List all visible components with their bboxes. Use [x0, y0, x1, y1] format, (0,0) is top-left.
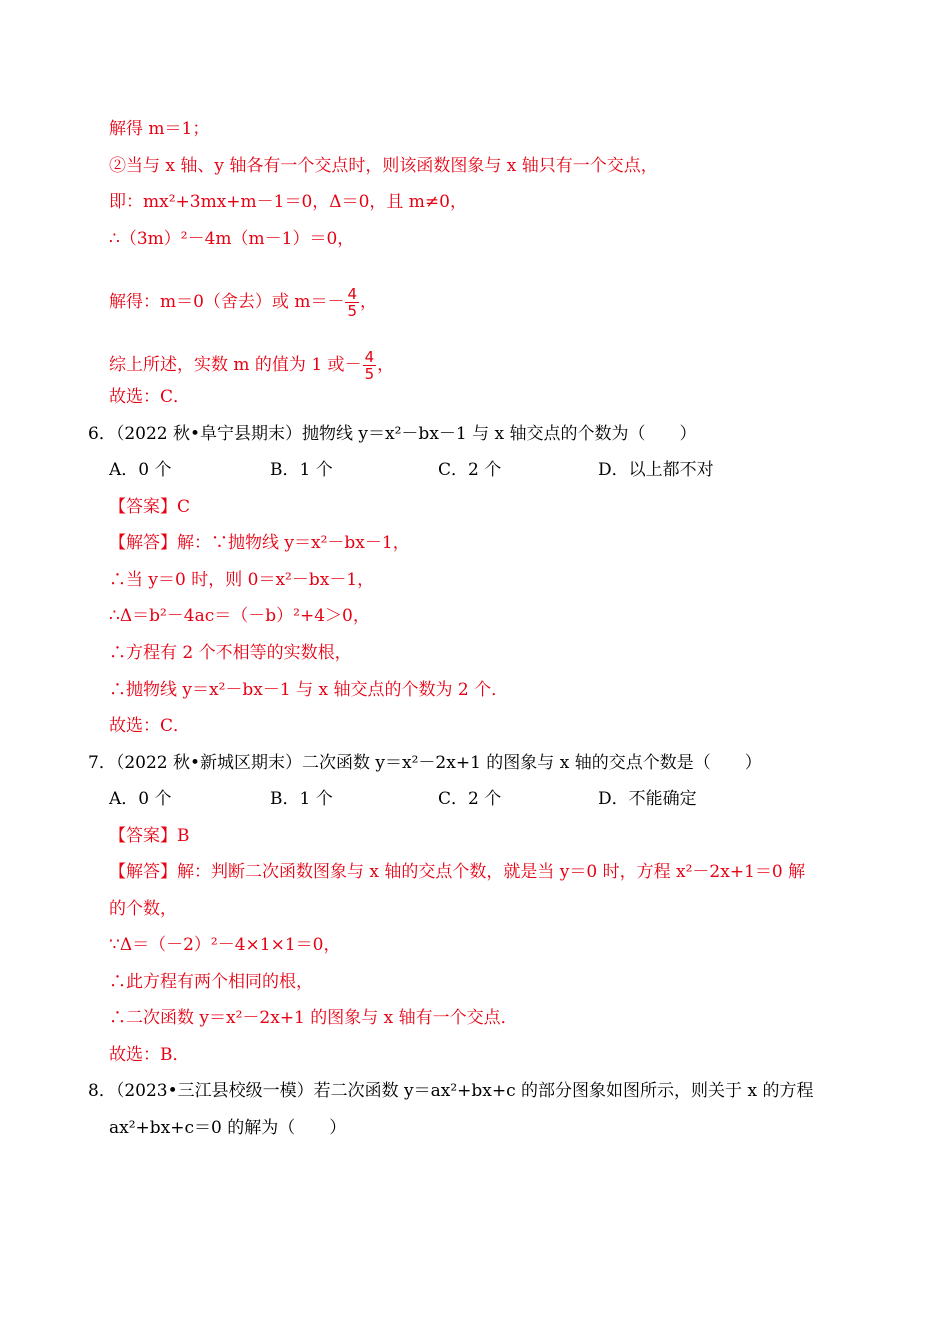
solution-text: 综上所述，实数 m 的值为 1 或－ — [109, 355, 362, 375]
solution-line: 【解答】解：∵抛物线 y＝x²－bx－1， — [109, 533, 410, 553]
fraction-denominator: 5 — [364, 365, 375, 383]
solution-line: ∴Δ＝b²－4ac＝（－b）²+4＞0， — [109, 606, 370, 626]
solution-line: 的个数， — [109, 899, 177, 919]
option-b: B．1 个 — [270, 460, 333, 480]
question-number: 6． — [88, 424, 116, 444]
solution-line: ∴当 y＝0 时，则 0＝x²－bx－1， — [109, 570, 375, 590]
solution-line: ∴二次函数 y＝x²－2x+1 的图象与 x 轴有一个交点． — [109, 1008, 518, 1028]
solution-line: ②当与 x 轴、y 轴各有一个交点时，则该函数图象与 x 轴只有一个交点， — [109, 156, 658, 176]
solution-text: ， — [360, 292, 378, 312]
solution-text: 解得：m＝0（舍去）或 m＝－ — [109, 292, 345, 312]
option-c: C．2 个 — [438, 789, 502, 809]
option-b: B．1 个 — [270, 789, 333, 809]
option-c: C．2 个 — [438, 460, 502, 480]
question-stem: （2023•三江县校级一模）若二次函数 y＝ax²+bx+c 的部分图象如图所示，则关于 x 的方程 — [115, 1081, 814, 1101]
question-6 — [88, 423, 697, 445]
answer-line: 【答案】C — [109, 497, 191, 517]
solution-line: ∴抛物线 y＝x²－bx－1 与 x 轴交点的个数为 2 个． — [109, 680, 509, 700]
solution-line: 解得 m＝1； — [109, 119, 210, 139]
question-number: 8． — [88, 1081, 116, 1101]
solution-line — [109, 286, 377, 319]
answer-line: 【答案】B — [109, 826, 190, 846]
question-stem-continued: ax²+bx+c＝0 的解为（ ） — [109, 1118, 347, 1138]
question-8 — [88, 1080, 813, 1102]
solution-line — [109, 349, 394, 382]
option-a: A．0 个 — [109, 789, 172, 809]
solution-line: ∵Δ＝（－2）²－4×1×1＝0， — [109, 935, 341, 955]
option-d: D．不能确定 — [598, 789, 697, 809]
fraction — [345, 286, 359, 319]
question-7 — [88, 752, 762, 774]
choice-line: 故选：C． — [109, 387, 191, 407]
solution-line: 即：mx²+3mx+m－1＝0，Δ＝0，且 m≠0， — [109, 192, 467, 212]
choice-line: 故选：C． — [109, 716, 191, 736]
choice-line: 故选：B． — [109, 1045, 190, 1065]
question-number: 7． — [88, 753, 116, 773]
solution-line: ∴此方程有两个相同的根， — [109, 972, 313, 992]
fraction — [363, 349, 377, 382]
fraction-denominator: 5 — [347, 302, 358, 320]
question-stem: （2022 秋•新城区期末）二次函数 y＝x²－2x+1 的图象与 x 轴的交点个数是（ ） — [115, 753, 762, 773]
solution-text: ， — [377, 355, 395, 375]
fraction-numerator: 4 — [364, 348, 375, 366]
question-stem: （2022 秋•阜宁县期末）抛物线 y＝x²－bx－1 与 x 轴交点的个数为（ ） — [115, 424, 697, 444]
solution-line: 【解答】解：判断二次函数图象与 x 轴的交点个数，就是当 y＝0 时，方程 x²－2x+1＝0 解 — [109, 862, 806, 882]
option-a: A．0 个 — [109, 460, 172, 480]
option-d: D．以上都不对 — [598, 460, 714, 480]
solution-line: ∴（3m）²－4m（m－1）＝0， — [109, 229, 355, 249]
fraction-numerator: 4 — [347, 285, 358, 303]
solution-line: ∴方程有 2 个不相等的实数根， — [109, 643, 352, 663]
